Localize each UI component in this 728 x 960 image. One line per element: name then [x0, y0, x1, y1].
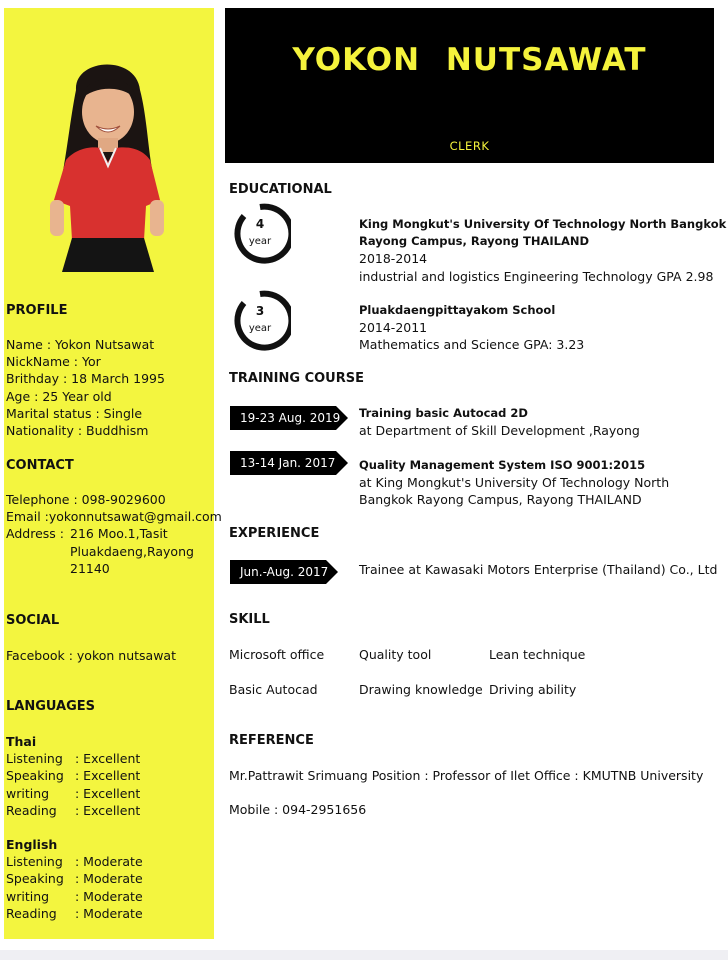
- language-row: [6, 785, 140, 802]
- ring-label: year: [248, 236, 272, 247]
- profile-nickname: NickName : Yor: [6, 354, 101, 370]
- school-campus: Rayong Campus, Rayong THAILAND: [359, 234, 590, 249]
- experience-date: Jun.-Aug. 2017: [240, 565, 329, 579]
- profile-details: [6, 336, 165, 439]
- language-level: : Moderate: [75, 888, 143, 904]
- language-skill: Listening: [6, 751, 63, 767]
- language-row: [6, 750, 140, 767]
- language-skill: writing: [6, 888, 50, 904]
- language-english: [6, 836, 143, 922]
- skill-item: Basic Autocad: [229, 682, 318, 697]
- languages-heading: LANGUAGES: [6, 699, 96, 714]
- language-skill: Speaking: [6, 871, 64, 887]
- education-detail: industrial and logistics Engineering Technology GPA 2.98: [359, 268, 714, 284]
- training-title: Training basic Autocad 2D: [359, 406, 528, 420]
- ring-number: 3: [255, 304, 265, 318]
- language-name: English: [6, 837, 58, 852]
- training-date: 13-14 Jan. 2017: [240, 456, 336, 470]
- training-item: [359, 457, 669, 509]
- education-item: [359, 302, 584, 354]
- training-heading: TRAINING COURSE: [229, 371, 364, 386]
- language-skill: Reading: [6, 905, 57, 921]
- training-location: at Department of Skill Development ,Rayong: [359, 423, 640, 439]
- language-skill: Listening: [6, 854, 63, 870]
- profile-nationality: Nationality : Buddhism: [6, 422, 149, 438]
- training-location: Bangkok Rayong Campus, Rayong THAILAND: [359, 492, 642, 508]
- profile-name: Name : Yokon Nutsawat: [6, 337, 155, 352]
- language-skill: writing: [6, 785, 50, 801]
- profile-marital-status: Marital status : Single: [6, 405, 143, 421]
- education-item: [359, 216, 726, 285]
- language-name: Thai: [6, 734, 37, 749]
- training-item: [359, 405, 640, 439]
- skill-item: Drawing knowledge: [359, 682, 483, 697]
- contact-address: [6, 525, 222, 542]
- training-location: at King Mongkut's University Of Technology North: [359, 475, 670, 491]
- education-years: 2014-2011: [359, 320, 428, 336]
- ring-label: year: [248, 323, 272, 334]
- education-years-ring: [229, 203, 291, 265]
- skill-item: Driving ability: [489, 682, 577, 697]
- job-title: CLERK: [449, 139, 490, 153]
- ring-graphic: [229, 290, 291, 352]
- language-row: [6, 870, 143, 887]
- contact-heading: CONTACT: [6, 458, 74, 473]
- school-name: Pluakdaengpittayakom School: [359, 303, 556, 317]
- experience-text: Trainee at Kawasaki Motors Enterprise (Thailand) Co., Ltd: [359, 562, 718, 577]
- education-years: 2018-2014: [359, 251, 428, 267]
- language-level: : Excellent: [75, 802, 141, 818]
- language-skill: Speaking: [6, 768, 64, 784]
- language-row: [6, 767, 140, 784]
- language-row: [6, 905, 143, 922]
- language-row: [6, 853, 143, 870]
- training-title: Quality Management System ISO 9001:2015: [359, 458, 646, 472]
- social-facebook: Facebook : yokon nutsawat: [6, 648, 176, 663]
- school-name: King Mongkut's University Of Technology North Bangkok: [359, 217, 727, 231]
- skill-heading: SKILL: [229, 612, 270, 627]
- language-thai: [6, 733, 140, 819]
- contact-details: [6, 491, 222, 577]
- skill-item: Lean technique: [489, 647, 586, 662]
- header-banner: [225, 8, 714, 163]
- language-level: : Excellent: [75, 785, 141, 801]
- language-skill: Reading: [6, 802, 57, 818]
- education-detail: Mathematics and Science GPA: 3.23: [359, 337, 585, 353]
- reference-heading: REFERENCE: [229, 733, 314, 748]
- experience-heading: EXPERIENCE: [229, 526, 320, 541]
- language-row: [6, 888, 143, 905]
- address-line-2: Pluakdaeng,Rayong: [70, 543, 194, 559]
- training-date: 19-23 Aug. 2019: [240, 411, 341, 425]
- profile-photo: [36, 50, 176, 272]
- education-years-ring: [229, 290, 291, 352]
- profile-age: Age : 25 Year old: [6, 388, 112, 404]
- skill-item: Quality tool: [359, 647, 432, 662]
- ring-graphic: [229, 203, 291, 265]
- reference-line: Mr.Pattrawit Srimuang Position : Professor of Ilet Office : KMUTNB University: [229, 768, 704, 783]
- language-level: : Moderate: [75, 905, 143, 921]
- education-heading: EDUCATIONAL: [229, 182, 332, 197]
- full-name: YOKON NUTSAWAT: [292, 42, 647, 78]
- address-line-1: 216 Moo.1,Tasit: [70, 526, 168, 542]
- address-label: Address :: [6, 526, 64, 542]
- language-level: : Excellent: [75, 768, 141, 784]
- language-level: : Excellent: [75, 751, 141, 767]
- social-heading: SOCIAL: [6, 613, 60, 628]
- contact-telephone: Telephone : 098-9029600: [6, 492, 166, 507]
- contact-email[interactable]: Email :yokonnutsawat@gmail.com: [6, 509, 222, 525]
- sidebar: [4, 8, 222, 939]
- profile-heading: PROFILE: [6, 303, 68, 318]
- page-bottom-strip: [0, 950, 728, 960]
- language-level: : Moderate: [75, 871, 143, 887]
- language-row: [6, 802, 140, 819]
- ring-number: 4: [255, 217, 265, 231]
- profile-birthday: Brithday : 18 March 1995: [6, 371, 165, 387]
- reference-mobile: Mobile : 094-2951656: [229, 802, 367, 817]
- language-level: : Moderate: [75, 854, 143, 870]
- address-line-3: 21140: [70, 560, 110, 576]
- skill-item: Microsoft office: [229, 647, 325, 662]
